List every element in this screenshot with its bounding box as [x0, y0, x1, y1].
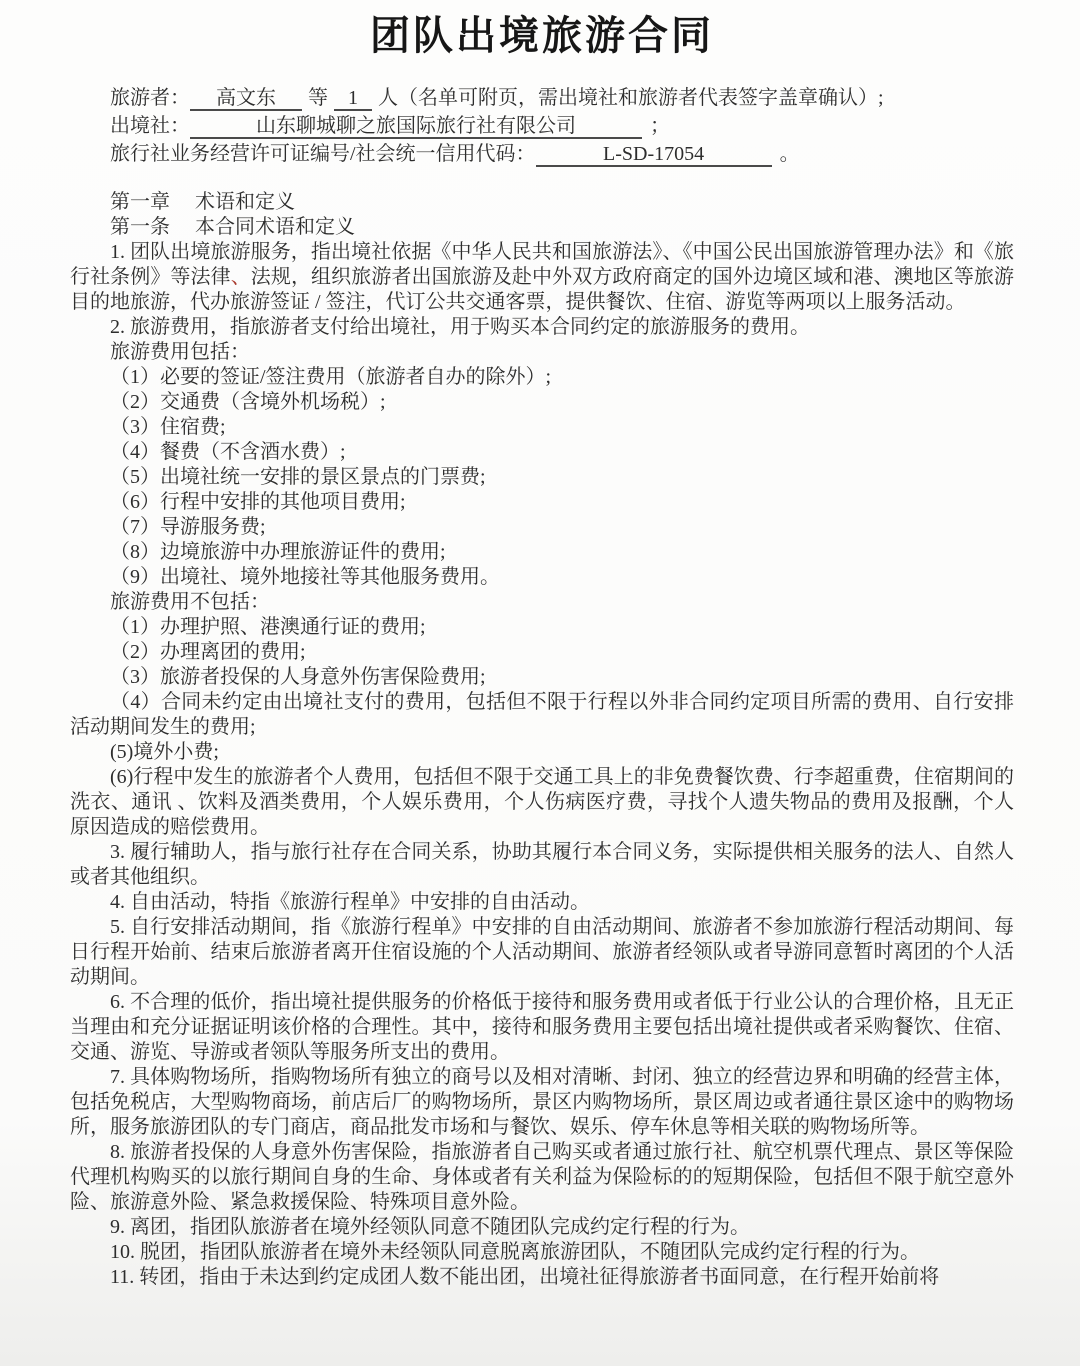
agency-line-end: ； [650, 115, 670, 137]
fee-include-item-5: （5）出境社统一安排的景区景点的门票费; [110, 466, 486, 488]
fee-exclude-item-1: （1）办理护照、港澳通行证的费用; [110, 616, 426, 638]
fee-include-item-4: （4）餐费（不含酒水费）; [110, 441, 346, 463]
agency-name: 山东聊城聊之旅国际旅行社有限公司 [190, 116, 642, 139]
clause-7: 7. 具体购物场所，指购物场所有独立的商号以及相对清晰、封闭、独立的经营边界和明确的经营主体，包括免税店，大型购物商场，前店后厂的购物场所，景区内购物场所，景区周边或者通往景区途中的购物场所，服务旅游团队的专门商店，商品批发市场和与餐饮、娱乐、停车休息等相关联的购物场所等。 [70, 1066, 1014, 1138]
clause-2: 2. 旅游费用，指旅游者支付给出境社，用于购买本合同约定的旅游服务的费用。 [110, 316, 810, 338]
clause-10: 10. 脱团，指团队旅游者在境外未经领队同意脱离旅游团队，不随团队完成约定行程的行为。 [110, 1241, 920, 1263]
fee-exclude-item-4: （4）合同未约定由出境社支付的费用，包括但不限于行程以外非合同约定项目所需的费用、自行安排活动期间发生的费用; [70, 691, 1014, 738]
traveler-label: 旅游者： [110, 87, 190, 109]
fee-include-item-1: （1）必要的签证/签注费用（旅游者自办的除外）; [110, 366, 552, 388]
agency-line [110, 112, 1014, 140]
fee-include-item-9: （9）出境社、境外地接社等其他服务费用。 [110, 566, 500, 588]
fee-include-item-3: （3）住宿费; [110, 416, 226, 438]
clause-9: 9. 离团，指团队旅游者在境外经领队同意不随团队完成约定行程的行为。 [110, 1216, 750, 1238]
traveler-name: 高文东 [190, 88, 302, 111]
clause-6: 6. 不合理的低价，指出境社提供服务的价格低于接待和服务费用或者低于行业公认的合理价格，且无正当理由和充分证据证明该价格的合理性。其中，接待和服务费用主要包括出境社提供或者采购餐饮、住宿、交通、游览、导游或者领队等服务所支出的费用。 [70, 991, 1014, 1063]
fees-include-label: 旅游费用包括： [110, 341, 250, 363]
fee-exclude-item-3: （3）旅游者投保的人身意外伤害保险费用; [110, 666, 486, 688]
agency-label: 出境社： [110, 115, 190, 137]
traveler-count: 1 [334, 88, 372, 111]
traveler-line [110, 84, 1014, 112]
license-code: L-SD-17054 [536, 144, 772, 167]
fee-exclude-item-2: （2）办理离团的费用; [110, 641, 306, 663]
clause-5: 5. 自行安排活动期间，指《旅游行程单》中安排的自由活动期间、旅游者不参加旅游行程活动期间、每日行程开始前、结束后旅游者离开住宿设施的个人活动期间、旅游者经领队或者导游同意暂时离团的个人活动期间。 [70, 916, 1014, 988]
clause-1: 1. 团队出境旅游服务，指出境社依据《中华人民共和国旅游法》、《中国公民出国旅游管理办法》和《旅行社条例》等法律、法规，组织旅游者出国旅游及赴中外双方政府商定的国外边境区域和港、澳地区等旅游目的地旅游，代办旅游签证 / 签注，代订公共交通客票，提供餐饮、住宿、游览等两项以上服务活动。 [70, 241, 1015, 313]
contract-header [110, 84, 1014, 168]
fee-include-item-6: （6）行程中安排的其他项目费用; [110, 491, 406, 513]
license-line-end: 。 [779, 143, 800, 165]
fee-include-item-7: （7）导游服务费; [110, 516, 266, 538]
page-title: 团队出境旅游合同 [370, 13, 714, 58]
clause-3: 3. 履行辅助人，指与旅行社存在合同关系，协助其履行本合同义务，实际提供相关服务的法人、自然人或者其他组织。 [70, 841, 1014, 888]
red-punctuation-mark: 、 [230, 266, 251, 288]
traveler-rest: 人（名单可附页，需出境社和旅游者代表签字盖章确认）; [378, 87, 884, 109]
license-line [110, 140, 1014, 168]
clause-8: 8. 旅游者投保的人身意外伤害保险，指旅游者自己购买或者通过旅行社、航空机票代理点、景区等保险代理机构购买的以旅行期间自身的生命、身体或者有关利益为保险标的的短期保险，包括但不限于航空意外险、旅游意外险、紧急救援保险、特殊项目意外险。 [70, 1141, 1014, 1213]
clause-11: 11. 转团，指由于未达到约定成团人数不能出团，出境社征得旅游者书面同意，在行程开始前将 [110, 1266, 940, 1288]
article-heading: 第一条 本合同术语和定义 [110, 216, 355, 238]
traveler-conjunction: 等 [308, 87, 328, 109]
fee-exclude-item-6: (6)行程中发生的旅游者个人费用，包括但不限于交通工具上的非免费餐饮费、行李超重费，住宿期间的洗衣、通讯 、饮料及酒类费用，个人娱乐费用，个人伤病医疗费，寻找个人遗失物品的费用及报酬，个人原因造成的赔偿费用。 [70, 766, 1014, 838]
fee-include-item-8: （8）边境旅游中办理旅游证件的费用; [110, 541, 446, 563]
fee-include-item-2: （2）交通费（含境外机场税）; [110, 391, 386, 413]
chapter-heading: 第一章 术语和定义 [110, 191, 295, 213]
clause-4: 4. 自由活动，特指《旅游行程单》中安排的自由活动。 [110, 891, 590, 913]
fees-exclude-label: 旅游费用不包括： [110, 591, 270, 613]
document-body [70, 190, 1014, 1290]
fee-exclude-item-5: (5)境外小费; [110, 741, 219, 763]
license-label: 旅行社业务经营许可证编号/社会统一信用代码： [110, 143, 536, 165]
